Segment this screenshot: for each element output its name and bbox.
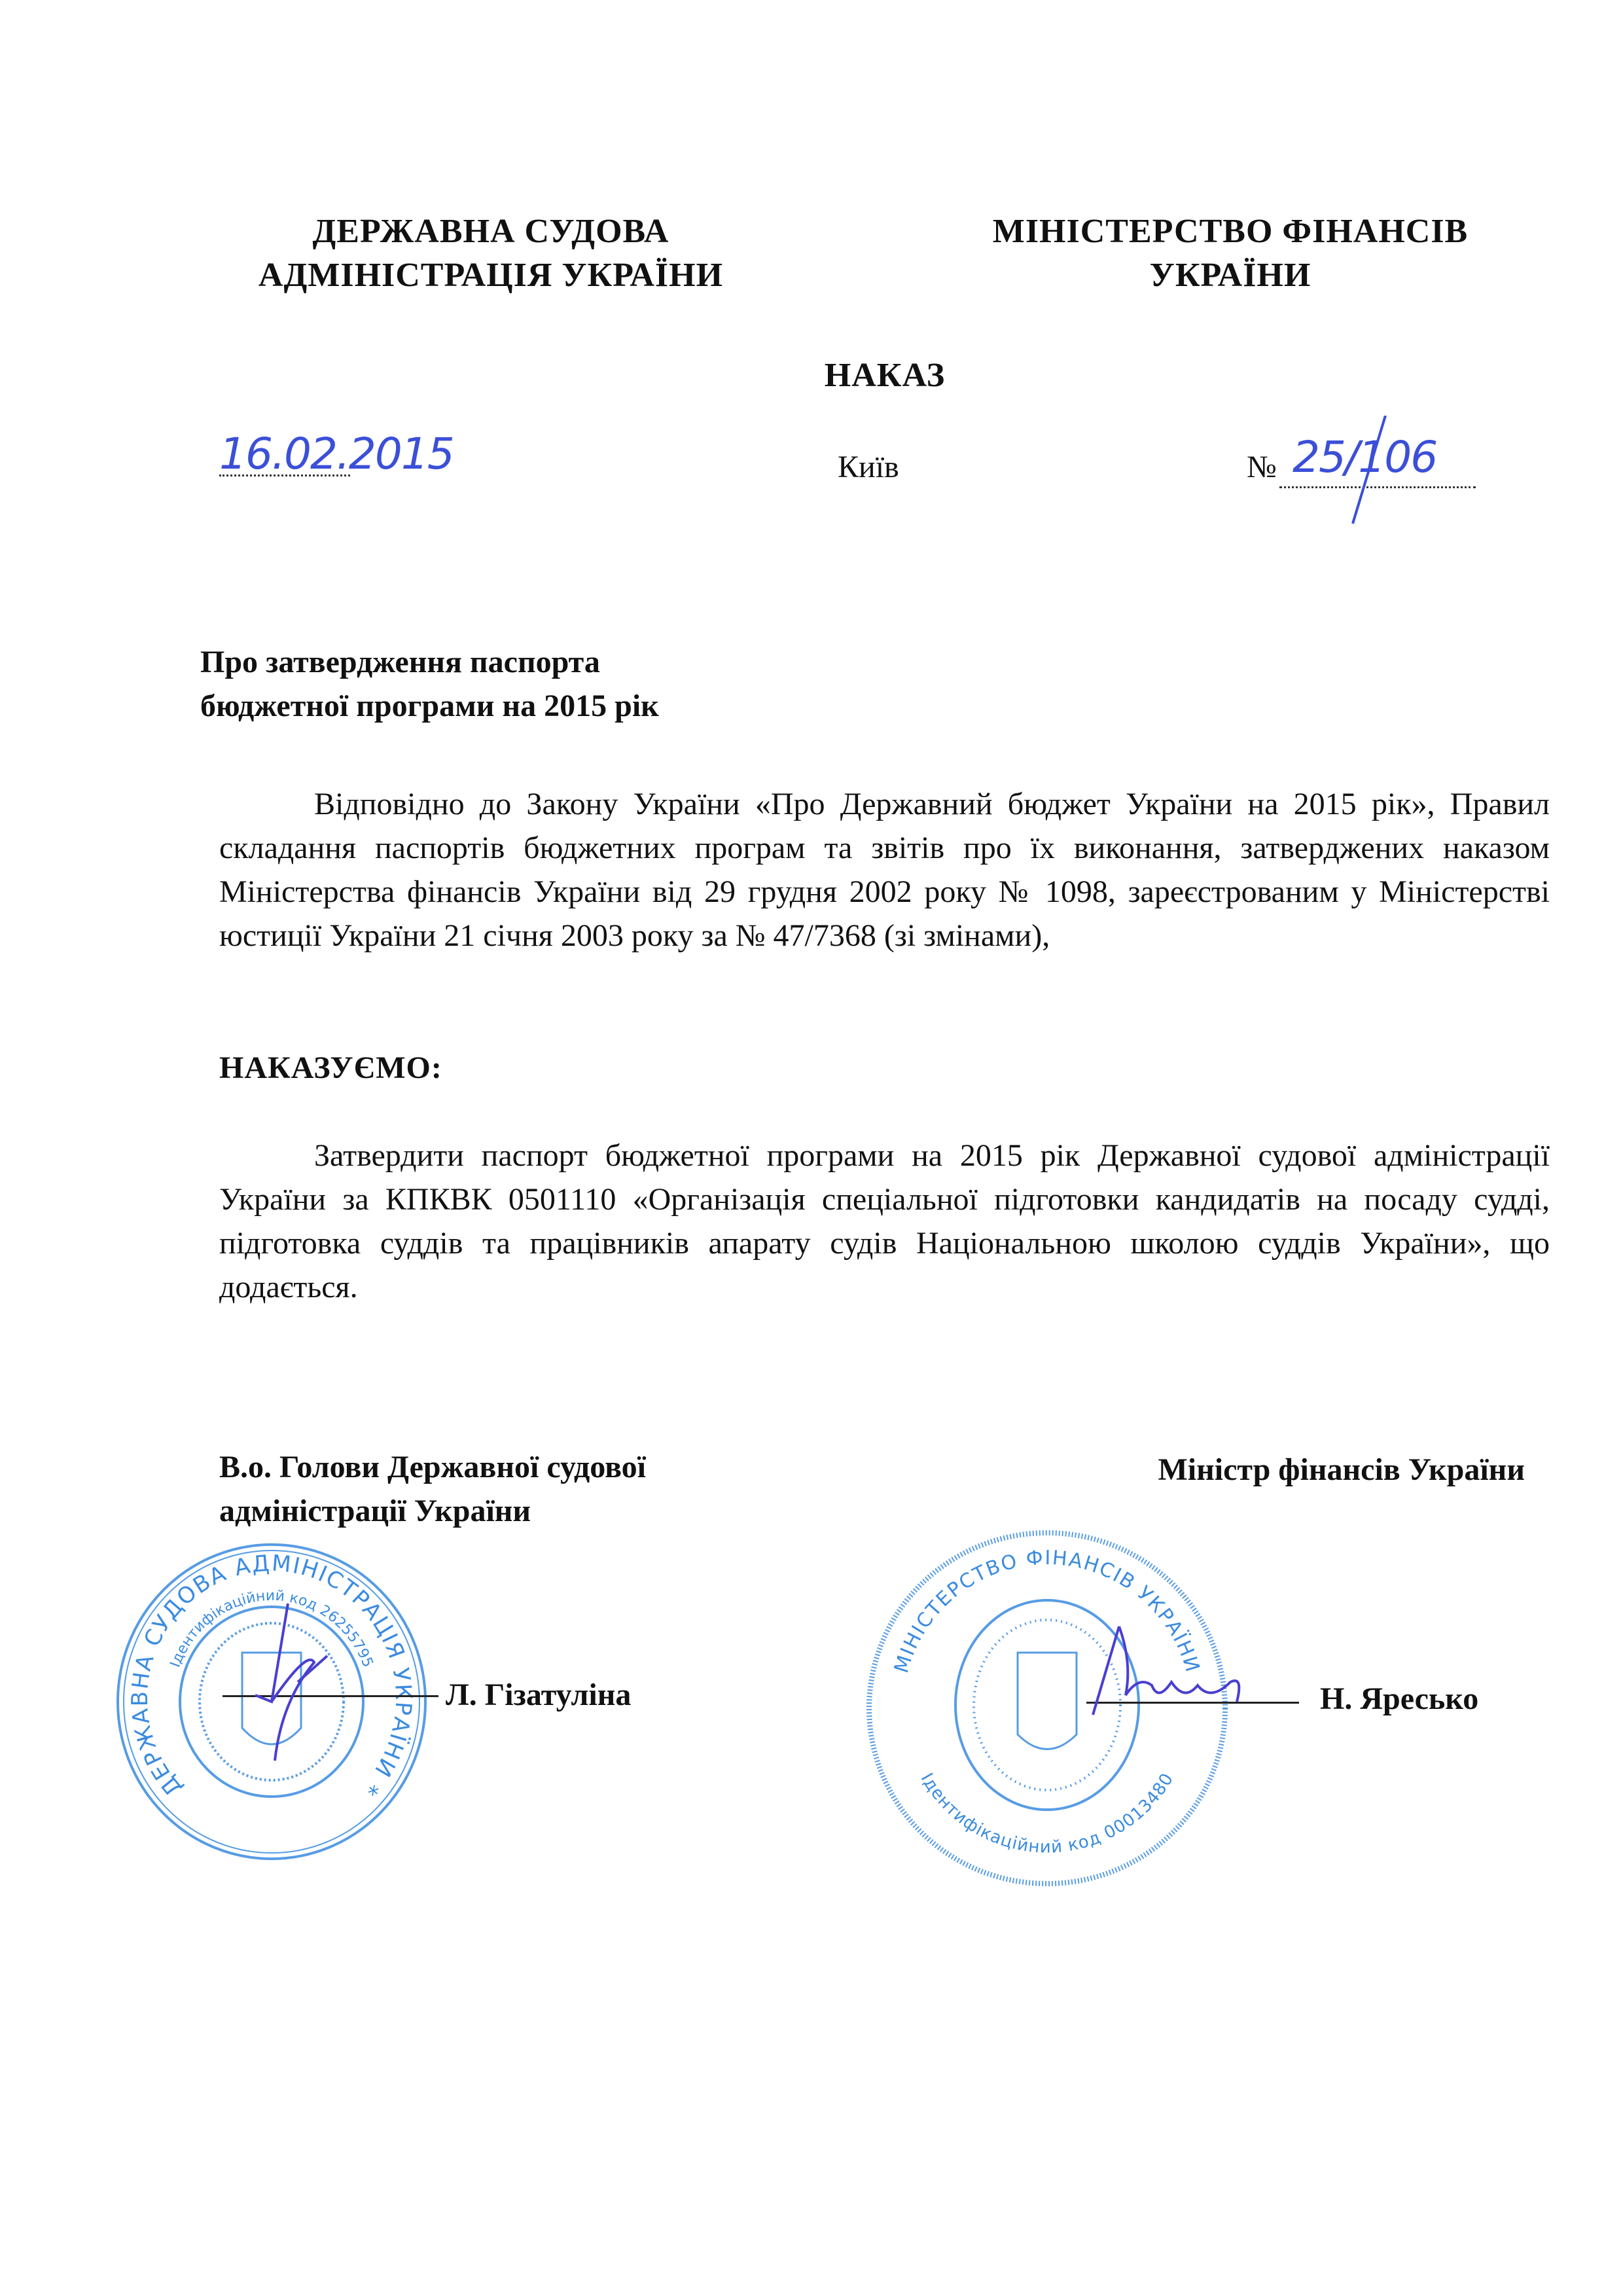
left-handwritten-signature — [236, 1597, 366, 1767]
subject-line1: Про затвердження паспорта — [200, 645, 600, 679]
number-slash-stroke — [1345, 416, 1397, 527]
order-word: НАКАЗУЄМО: — [219, 1050, 442, 1085]
subject-line2: бюджетної програми на 2015 рік — [200, 689, 659, 723]
date-field — [219, 429, 488, 479]
number-prefix: № — [1247, 450, 1277, 484]
number-field — [1247, 432, 1508, 488]
right-signatory-title: Міністр фінансів України — [1158, 1452, 1525, 1487]
subject — [200, 640, 659, 728]
right-handwritten-signature — [1080, 1623, 1276, 1748]
right-stamp-top-text: МІНІСТЕРСТВО ФІНАНСІВ УКРАЇНИ — [890, 1546, 1204, 1676]
left-stamp-inner-text: Ідентифікаційний код 26255795 — [167, 1587, 376, 1670]
right-signatory-name: Н. Яресько — [1320, 1681, 1479, 1716]
header-right — [969, 209, 1492, 297]
right-stamp-bottom-text: Ідентифікаційний код 00013480 — [916, 1769, 1178, 1857]
number-handwritten: 25/106 — [1293, 432, 1437, 482]
left-stamp-outer-text: ДЕРЖАВНА СУДОВА АДМІНІСТРАЦІЯ УКРАЇНИ * — [127, 1550, 417, 1802]
preamble: Відповідно до Закону України «Про Державний бюджет України на 2015 рік», Правил складання паспортів бюджетних програм та звітів про їх виконання, затверджених наказом Міністерства фінансів України від 29 грудня 2002 року № 1098, зареєстрованим у Міністерстві юстиції України 21 січня 2003 року за № 47/7368 (зі змінами), — [219, 787, 1550, 953]
left-title-line1: В.о. Голови Державної судової — [219, 1450, 647, 1484]
left-signatory-name: Л. Гізатуліна — [446, 1677, 632, 1712]
city: Київ — [838, 450, 899, 484]
date-handwritten: 16.02.2015 — [219, 429, 454, 479]
doc-type: НАКАЗ — [824, 357, 946, 394]
header-left-line1: ДЕРЖАВНА СУДОВА — [312, 213, 669, 250]
order-text: Затвердити паспорт бюджетної програми на 2015 рік Державної судової адміністрації України за КПКВК 0501110 «Організація спеціальної підготовки кандидатів на посаду судді, підготовка суддів та працівників апарату судів Національною школою суддів України», що додається. — [219, 1138, 1550, 1304]
left-signatory-title — [219, 1445, 646, 1533]
svg-text:Ідентифікаційний код 00013480 — [917, 1770, 1178, 1857]
header-right-line1: МІНІСТЕРСТВО ФІНАНСІВ — [992, 213, 1469, 250]
header-left — [249, 209, 733, 297]
header-left-line2: АДМІНІСТРАЦІЯ УКРАЇНИ — [258, 257, 724, 294]
header-right-line2: УКРАЇНИ — [1149, 257, 1311, 294]
left-title-line2: адміністрації України — [219, 1494, 531, 1528]
